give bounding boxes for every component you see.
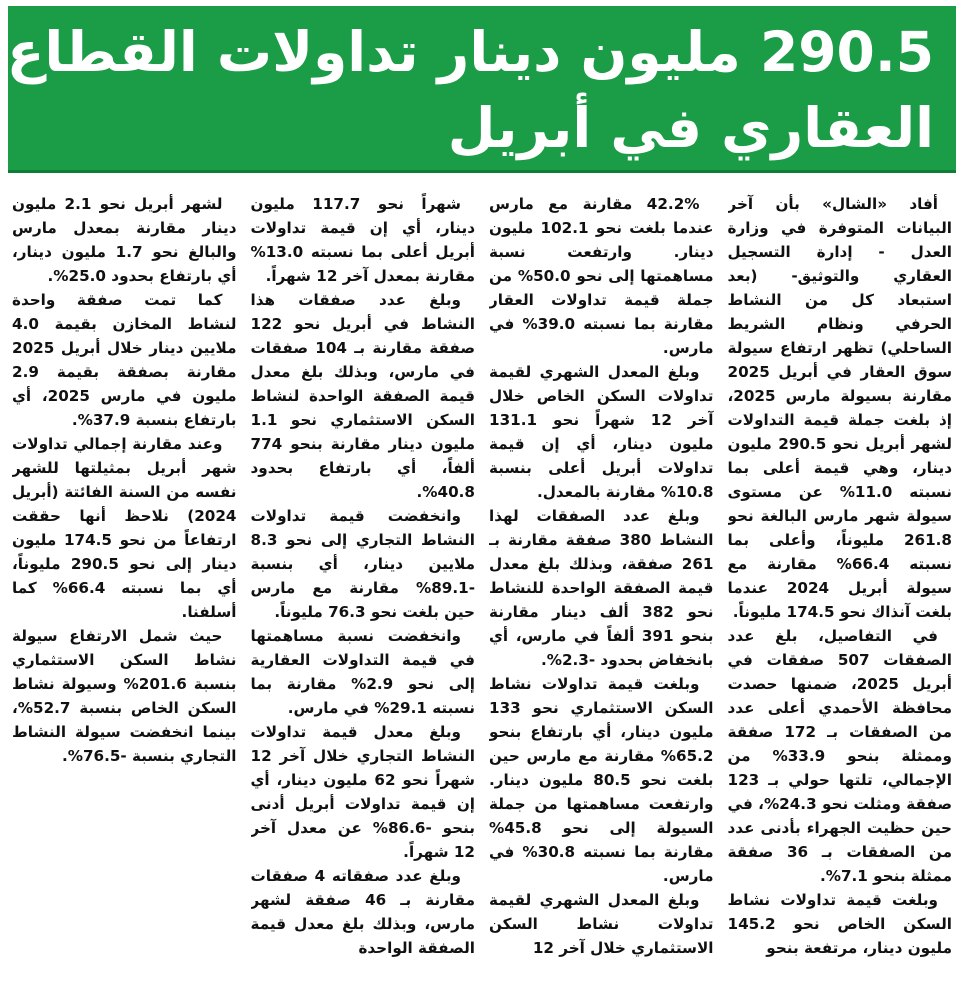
headline-banner <box>8 6 956 173</box>
paragraph: وبلغ عدد صفقاته 4 صفقات مقارنة بـ 46 صفقة لشهر مارس، وبذلك بلغ معدل قيمة الصفقة الواحدة <box>250 867 475 957</box>
paragraph: وبلغت قيمة تداولات نشاط السكن الاستثماري نحو 133 مليون دينار، أي بارتفاع بنحو 65.2% مقارنة مع مارس حين بلغت نحو 80.5 مليون دينار. وارتفعت مساهمتها من جملة السيولة إلى نحو 45.8% مقارنة بما نسبته 30.8% في مارس. <box>489 675 714 885</box>
paragraph: حيث شمل الارتفاع سيولة نشاط السكن الاستثماري بنسبة 201.6% وسيولة نشاط السكن الخاص بنسبة 52.7%، بينما انخفضت سيولة النشاط التجاري بنسبة -76.5%. <box>12 627 237 765</box>
paragraph: وبلغت قيمة تداولات نشاط السكن الخاص نحو 145.2 مليون دينار، مرتفعة بنحو <box>727 891 952 957</box>
article-column-3 <box>251 192 476 996</box>
paragraph: لشهر أبريل نحو 2.1 مليون دينار مقارنة بمعدل مارس والبالغ نحو 1.7 مليون دينار، أي بارتفاع بحدود 25.0%. <box>12 195 237 285</box>
paragraph: شهراً نحو 117.7 مليون دينار، أي إن قيمة تداولات أبريل أعلى بما نسبته 13.0% مقارنة بمعدل آخر 12 شهراً. <box>250 195 475 285</box>
paragraph: وانخفضت قيمة تداولات النشاط التجاري إلى نحو 8.3 ملايين دينار، أي بنسبة -89.1% مقارنة مع مارس حين بلغت نحو 76.3 مليوناً. <box>250 507 475 621</box>
paragraph: أفاد «الشال» بأن آخر البيانات المتوفرة في وزارة العدل - إدارة التسجيل العقاري والتوثيق- (بعد استبعاد كل من النشاط الحرفي ونظام الشريط الساحلي) تظهر ارتفاع سيولة سوق العقار في أبريل 2025 مقارنة بسيولة مارس 2025، إذ بلغت جملة قيمة التداولات لشهر أبريل نحو 290.5 مليون دينار، وهي قيمة أعلى بما نسبته 11.0% عن مستوى سيولة شهر مارس البالغة نحو 261.8 مليوناً، وأعلى بما نسبته 66.4% مقارنة مع سيولة أبريل 2024 عندما بلغت آنذاك نحو 174.5 مليوناً. <box>727 195 952 621</box>
paragraph: وانخفضت نسبة مساهمتها في قيمة التداولات العقارية إلى نحو 2.9% مقارنة بما نسبته 29.1% في مارس. <box>250 627 475 717</box>
paragraph: 42.2% مقارنة مع مارس عندما بلغت نحو 102.1 مليون دينار. وارتفعت نسبة مساهمتها إلى نحو 50.0% من جملة قيمة تداولات العقار مقارنة بما نسبته 39.0% في مارس. <box>489 195 714 357</box>
article-body <box>12 192 952 996</box>
paragraph: وبلغ عدد صفقات هذا النشاط في أبريل نحو 122 صفقة مقارنة بـ 104 صفقات في مارس، وبذلك بلغ معدل قيمة الصفقة الواحدة لنشاط السكن الاستثماري نحو 1.1 مليون دينار مقارنة بنحو 774 ألفاً، أي بارتفاع بحدود 40.8%. <box>250 291 475 501</box>
article-column-4 <box>12 192 237 996</box>
article-column-2 <box>489 192 714 996</box>
paragraph: وبلغ معدل قيمة تداولات النشاط التجاري خلال آخر 12 شهراً نحو 62 مليون دينار، أي إن قيمة تداولات أبريل أدنى بنحو -86.6% عن معدل آخر 12 شهراً. <box>250 723 475 861</box>
article-column-1 <box>728 192 953 996</box>
paragraph: وبلغ عدد الصفقات لهذا النشاط 380 صفقة مقارنة بـ 261 صفقة، وبذلك بلغ معدل قيمة الصفقة الواحدة للنشاط نحو 382 ألف دينار مقارنة بنحو 391 ألفاً في مارس، أي بانخفاض بحدود -2.3%. <box>489 507 714 669</box>
paragraph: في التفاصيل، بلغ عدد الصفقات 507 صفقات في أبريل 2025، ضمنها حصدت محافظة الأحمدي أعلى عدد من الصفقات بـ 172 صفقة وممثلة بنحو 33.9% من الإجمالي، تلتها حولي بـ 123 صفقة ومثلت نحو 24.3%، في حين حظيت الجهراء بأدنى عدد من الصفقات بـ 36 صفقة ممثلة بنحو 7.1%. <box>727 627 952 885</box>
paragraph: وبلغ المعدل الشهري لقيمة تداولات السكن الخاص خلال آخر 12 شهراً نحو 131.1 مليون دينار، أي إن قيمة تداولات أبريل أعلى بنسبة 10.8% مقارنة بالمعدل. <box>489 363 714 501</box>
headline-line-2: العقاري في أبريل <box>447 96 934 160</box>
paragraph: وعند مقارنة إجمالي تداولات شهر أبريل بمثيلتها للشهر نفسه من السنة الفائتة (أبريل 2024) نلاحظ أنها حققت ارتفاعاً من نحو 174.5 مليون دينار إلى نحو 290.5 مليوناً، أي بما نسبته 66.4% كما أسلفنا. <box>12 435 237 621</box>
headline-line-1: 290.5 مليون دينار تداولات القطاع <box>6 20 934 84</box>
paragraph: وبلغ المعدل الشهري لقيمة تداولات نشاط السكن الاستثماري خلال آخر 12 <box>489 891 714 957</box>
paragraph: كما تمت صفقة واحدة لنشاط المخازن بقيمة 4.0 ملايين دينار خلال أبريل 2025 مقارنة بصفقة بقيمة 2.9 مليون في مارس 2025، أي بارتفاع بنسبة 37.9%. <box>12 291 237 429</box>
